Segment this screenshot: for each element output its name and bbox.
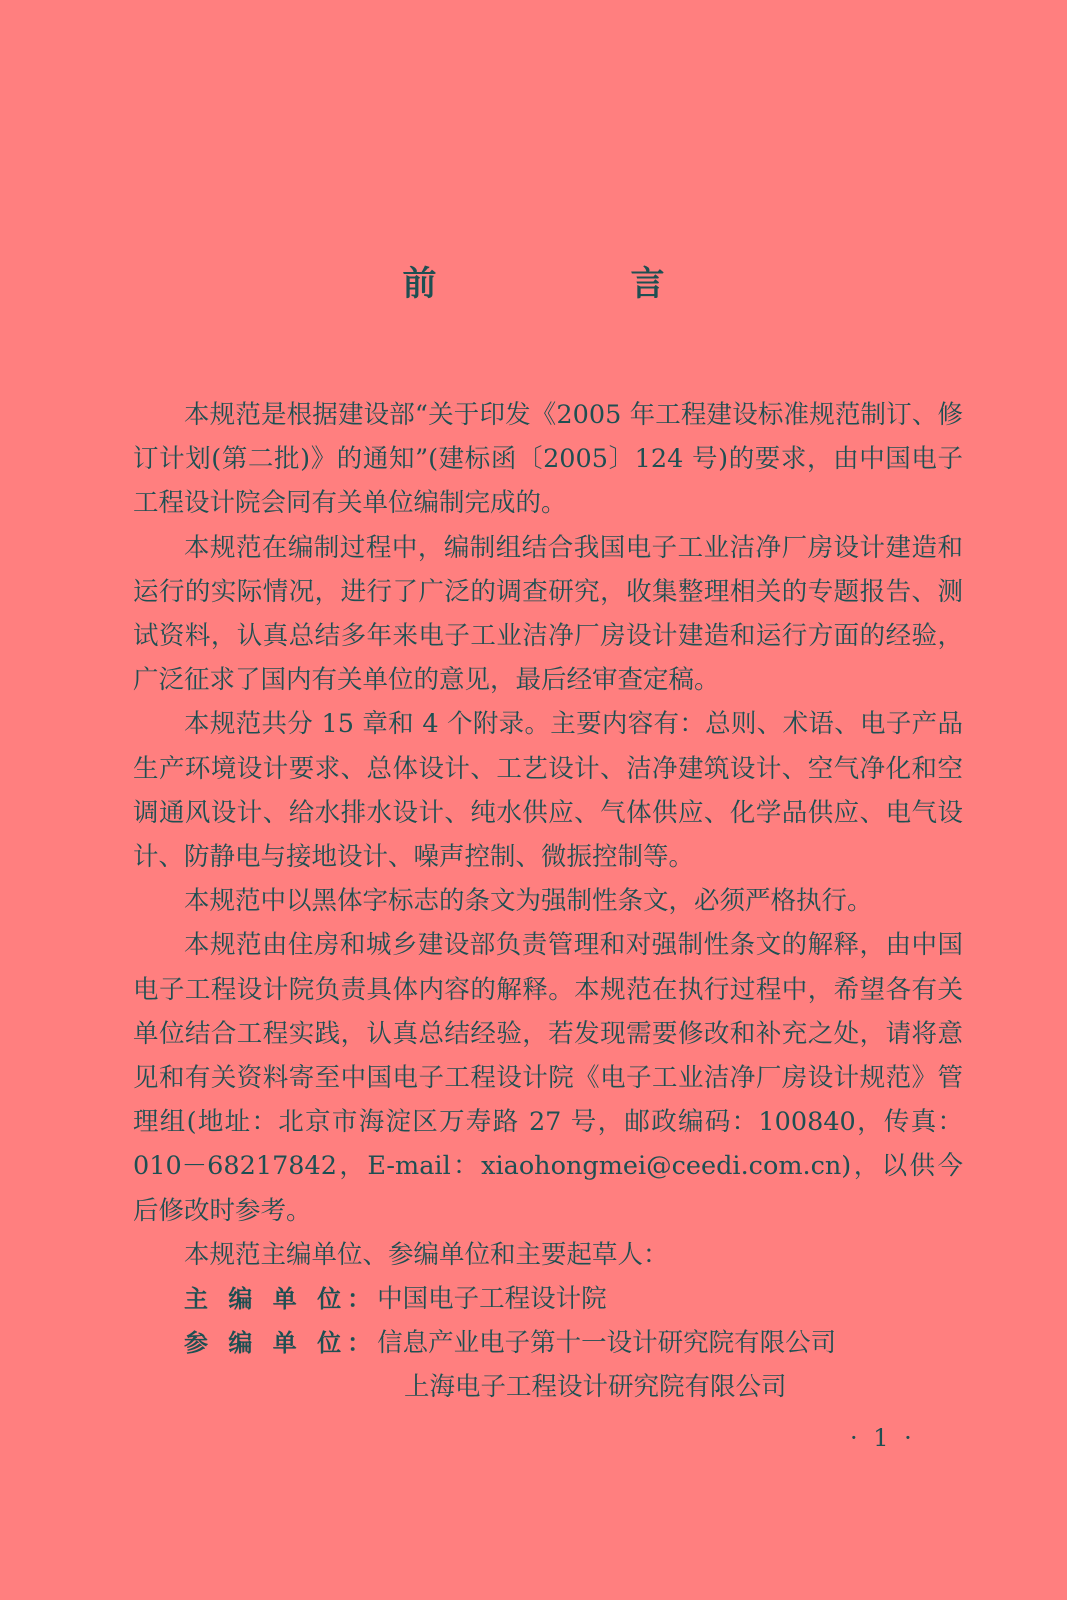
paragraph: 本规范共分 15 章和 4 个附录。主要内容有：总则、术语、电子产品生产环境设计要求、总体设计、工艺设计、洁净建筑设计、空气净化和空调通风设计、给水排水设计、纯水供应、气体供应、化学品供应、电气设计、防静电与接地设计、噪声控制、微振控制等。 [133,709,963,873]
paragraph: 本规范主编单位、参编单位和主要起草人： [184,1239,669,1270]
participant-unit-label: 参 编 单 位： [184,1329,378,1358]
chief-unit-label: 主 编 单 位： [184,1285,378,1314]
paragraph: 本规范在编制过程中，编制组结合我国电子工业洁净厂房设计建造和运行的实际情况，进行了广泛的调查研究，收集整理相关的专题报告、测试资料，认真总结多年来电子工业洁净厂房设计建造和运行方面的经验，广泛征求了国内有关单位的意见，最后经审查定稿。 [133,532,963,696]
preface-body [133,393,963,1410]
paragraph: 本规范中以黑体字标志的条文为强制性条文，必须严格执行。 [184,886,873,917]
chief-unit-name: 中国电子工程设计院 [377,1284,607,1315]
participant-unit-line [133,1321,963,1365]
page-number: · 1 · [850,1424,916,1452]
page-title: 前 言 [402,264,745,304]
paragraph: 本规范是根据建设部“关于印发《2005 年工程建设标准规范制订、修订计划(第二批)》的通知”(建标函〔2005〕124 号)的要求，由中国电子工程设计院会同有关单位编制完成的。 [133,400,963,519]
chief-unit-line [133,1277,963,1321]
participant-unit-line [133,1365,963,1409]
paragraph: 本规范由住房和城乡建设部负责管理和对强制性条文的解释，由中国电子工程设计院负责具体内容的解释。本规范在执行过程中，希望各有关单位结合工程实践，认真总结经验，若发现需要修改和补充之处，请将意见和有关资料寄至中国电子工程设计院《电子工业洁净厂房设计规范》管理组(地址：北京市海淀区万寿路 27 号，邮政编码：100840，传真：010－68217842，E-mail：xiaohongmei@ceedi.com.cn)，以供今后修改时参考。 [133,930,963,1226]
participant-unit-name: 信息产业电子第十一设计研究院有限公司 [377,1328,837,1359]
participant-unit-name: 上海电子工程设计研究院有限公司 [404,1372,787,1403]
